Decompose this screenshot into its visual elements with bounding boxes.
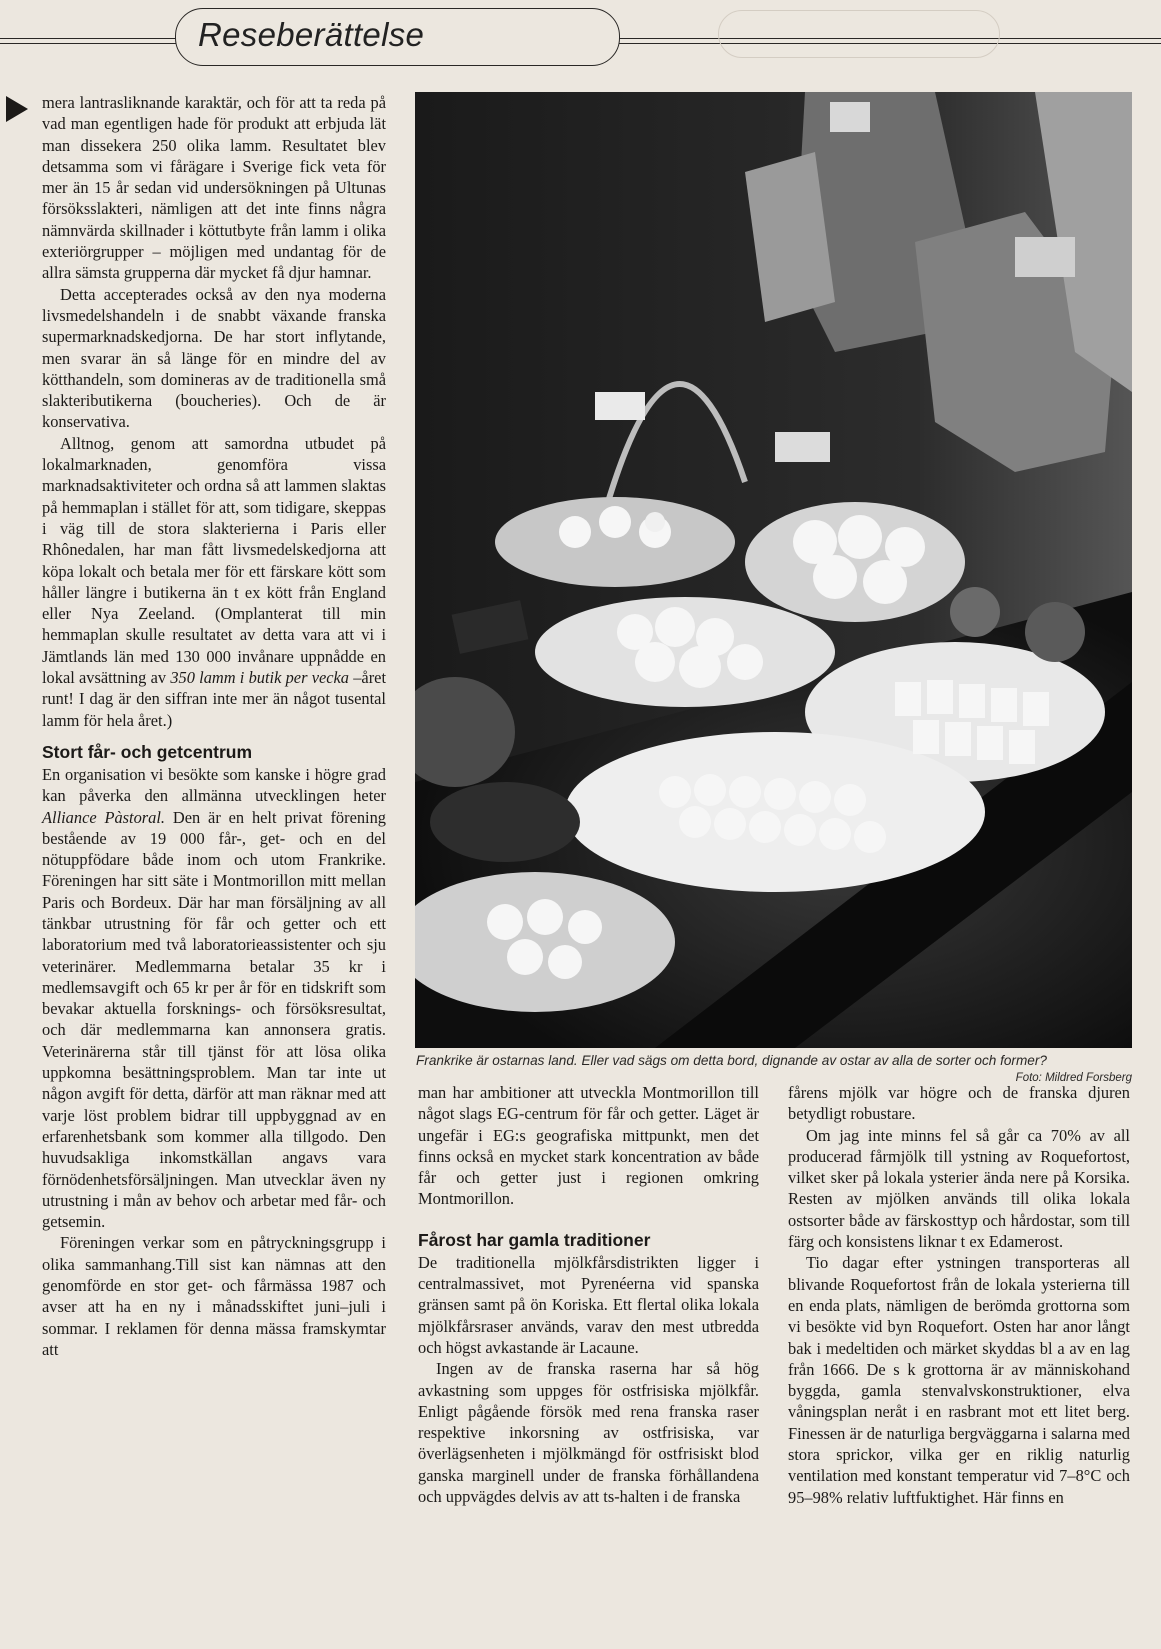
header-rule-left-2 [0, 43, 176, 44]
emphasis: Alliance Pàstoral. [42, 807, 166, 827]
section-title: Reseberättelse [198, 16, 425, 53]
cheese-table-photo [415, 92, 1132, 1048]
paragraph: mera lantrasliknande karaktär, och för att ta reda på vad man egentligen hade för produkt att erbjuda lät man dissekera 250 olika lamm. Resultatet blev detsamma som vi fårägare i Sverige fick veta för mer än 15 år sedan vid undersökningen på Ultunas försöksslakteri, nämligen att det inte finns några nämnvärda skillnader i köttutbyte från lamm i olika exteriörgrupper – möjligen med undantag för de allra sämsta grupperna där mycket få djur hamnar. [42, 93, 386, 283]
article-column-2 [418, 1082, 759, 1507]
show-through-header [718, 10, 1000, 58]
paragraph: Ingen av de franska raserna har så hög avkastning som uppges för ostfrisiska mjölkfår. Enligt pågående försök med rena franska raser respektive inkorsning av ostfrisiska, var överlägsenheten i mjölkmängd för ostfrisiskt blod ganska marginell under de franska förhållandena och uppvägdes delvis av att ts-halten i de franska [418, 1359, 759, 1507]
paragraph: Tio dagar efter ystningen transporteras all blivande Roquefortost från de lokala ysterierna till en enda plats, nämligen de berömda grottorna som vi besökte vid byn Roquefort. Osten har anor långt bak i medeltiden och märket skyddas bl a av en lag från 1666. De s k grottorna är av människohand byggda, gamla stenvalvskonstruktioner, elva våningsplan neråt i en rasbrant mot ett litet berg. Finessen är de naturliga bergväggarna i salarna med stora sprickor, vilka ger en riklig naturlig ventilation med konstant temperatur vid 7–8°C och 95–98% relativ luftfuktighet. Här finns en [788, 1253, 1130, 1507]
photo-credit: Foto: Mildred Forsberg [1015, 1072, 1132, 1084]
paragraph: man har ambitioner att utveckla Montmorillon till något slags EG-centrum för får och getter. Läget är ungefär i EG:s geografiska mittpunkt, men det finns också en mycket stark koncentration av både får och getter just i regionen omkring Montmorillon. [418, 1083, 759, 1209]
subheading: Stort får- och getcentrum [42, 741, 253, 762]
paragraph: Om jag inte minns fel så går ca 70% av all producerad fårmjölk till ystning av Roquefortost, vilket sker på lokala ysterier ända nere på Korsika. Resten av mjölken används till olika lokala ostsorter både av färskosttyp och hårdostar, som till färg och konsistens liknar t ex Edamerost. [788, 1125, 1130, 1252]
photo-illustration [415, 92, 1132, 1048]
photo-caption [416, 1052, 1132, 1084]
paragraph: De traditionella mjölkfårsdistrikten ligger i centralmassivet, mot Pyrenéerna vid spanska gränsen samt på ön Koriska. Ett flertal olika lokala mjölkfårsraser används, varav den mest utbredda och högst avkastande är Lacaune. [418, 1252, 759, 1357]
paragraph: Alltnog, genom att samordna utbudet på lokalmarknaden, genomföra vissa marknadsaktiviteter och ordna så att lammen slaktas på hemmaplan i stället för att, som tidigare, skeppas i väg till de stora slakterierna i Paris eller Rhônedalen, har man fått livsmedelskedjorna att köpa lokalt och betala mer för ett färskare kött som håller längre i butikerna än t ex kött från England eller Nya Zeeland. (Omplanterat till min hemmaplan skulle resultatet av detta vara att vi i Jämtlands län med 130 000 invånare uppnådde en lokal avsättning av 350 lamm i butik per vecka –året runt! I dag är den siffran inte mer än något tusental lamm för hela året.) [42, 433, 386, 730]
subheading: Fårost har gamla traditioner [418, 1229, 651, 1250]
paragraph: fårens mjölk var högre och de franska djuren betydligt robustare. [788, 1083, 1130, 1124]
paragraph: Detta accepterades också av den nya moderna livsmedelshandeln i de snabbt växande franska supermarknadskedjorna. De har stort inflytande, men svarar än så länge för en mindre del av kötthandeln, som domineras av de traditionella små slakteributikerna (boucheries). Och de är konservativa. [42, 284, 386, 432]
emphasis: 350 lamm i butik per vecka [170, 668, 349, 688]
paragraph: En organisation vi besökte som kanske i högre grad kan påverka den allmänna utvecklingen heter Alliance Pàstoral. Den är en helt privat förening bestående av 19 000 får-, get- och en del nötuppfödare både inom och utom Frankrike. Föreningen har sitt säte i Montmorillon mitt mellan Paris och Bordeux. Där har man försäljning av all tänkbar utrustning för får och getter och ett laboratorium med två laboratorieassistenter och sju veterinärer. Medlemmarna betalar 35 kr i medlemsavgift och 65 kr per år för en tidskrift som bevakar aktuella forsknings- och försöksresultat, och där medlemmarna kan annonsera gratis. Veterinärerna står till tjänst för att lösa olika uppkomna besättningsproblem. Man tar inte ut någon avgift för detta, därför att man räknar med att varje löst problem bidrar till uppbyggnad av en erfarenhetsbank som kommer alla tillgodo. Den huvudsakliga inkomstkällan angavs vara förnödenhetsförsäljningen. Man utvecklar även ny utrustning i mån av behov och arbetar med får- och getsemin. [42, 764, 386, 1232]
header-rule-left [0, 38, 176, 39]
article-column-1 [42, 92, 386, 1360]
continuation-arrow-icon [6, 96, 28, 122]
paragraph: Föreningen verkar som en påtryckningsgrupp i olika sammanhang.Till sist kan nämnas att den genomförde en stor get- och fårmässa 1987 och avser att ha en ny i månadsskiftet juni–juli i sommar. I reklamen för denna mässa framskymtar att [42, 1233, 386, 1359]
caption-text: Frankrike är ostarnas land. Eller vad sägs om detta bord, dignande av ostar av alla de sorter och former? [416, 1053, 1047, 1068]
article-column-3 [788, 1082, 1130, 1508]
